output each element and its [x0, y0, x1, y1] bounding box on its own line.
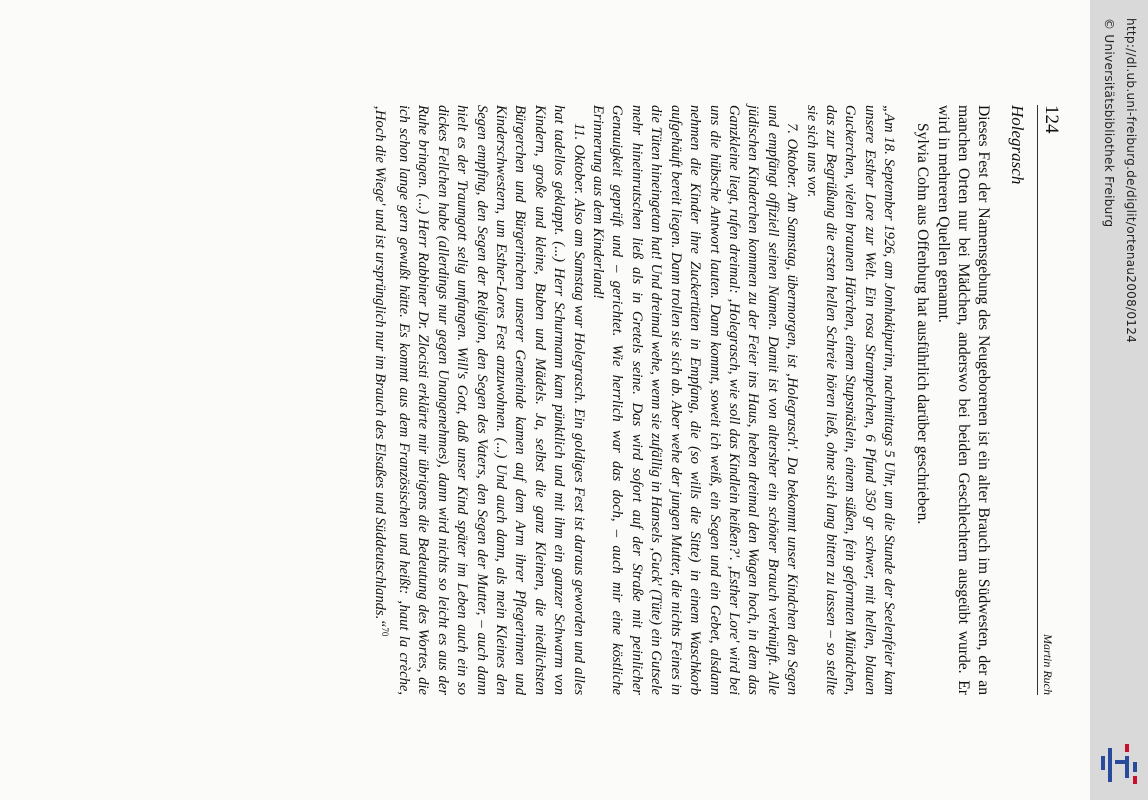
scanned-page [30, 105, 1070, 765]
ub-freiburg-logo-icon [1095, 740, 1145, 790]
quote-paragraph: 7. Oktober. Am Samstag, übermorgen, ist ‚Holegrasch'. Da bekommt unser Kindchen den Segen und empfängt offiziell seinen Namen. Damit ist von altersher ein schöner Brauch verknüpft. Alle jüdischen Kinderchen kommen zu der Feier ins Haus, heben dreimal den Wagen hoch, in dem das Ganzkleine liegt, rufen dreimal: ‚Holegrasch, wie soll das Kindlein heißen?'. ‚Esther Lore' wird bei uns die hübsche Antwort lauten. Dann kommt, soweit ich weiß, ein Segen und ein Gebet, alsdann nehmen die Kinder ihre Zuckertüten in Empfang, die (so wills die Sitte) in einem Waschkorb aufgehäuft bereit liegen. Dann trollen sie sich ab. Aber wehe der jungen Mutter, die nichts Feines in die Tüten hineingetan hat! Und dreimal wehe, wenn sie zufällig in Hansels ‚Guck' (Tüte) ein Gutsele mehr hineinrutschen ließ als in Gretels seine. Das wird sofort auf der Straße mit peinlicher Genauigkeit geprüft und – gerichtet. Wie herrlich war das doch, – auch mir eine köstliche Erinnerung aus dem Kinderland! [590, 105, 801, 695]
section-title: Holegrasch [1008, 105, 1027, 185]
copyright-notice: © Universitätsbibliothek Freiburg [1102, 18, 1116, 228]
running-author: Martin Ruch [1041, 634, 1055, 695]
intro-text [912, 105, 993, 695]
quote-block [369, 105, 898, 695]
source-url-link[interactable]: http://dl.ub.uni-freiburg.de/diglit/ortenau2008/0124 [1124, 18, 1138, 344]
quote-paragraph [369, 105, 587, 695]
quote-paragraph-text: 11. Oktober. Also am Samstag war Holegrasch. Ein goldiges Fest ist daraus geworden und alles hat tadellos geklappt. (...) Herr Schurmann kam pünktlich und mit ihm ein ganzer Schwarm von Kindern, große und kleine, Buben und Mädels. Ja, selbst die ganz Kleinen, die niedlichsten Bürgerchen und Bürgerinchen unserer Gemeinde kamen auf dem Arm ihrer Pflegerinnen und Kinderschwestern, um Esther-Lores Fest anzuwohnen. (...) Und auch dann, als mein Kleines den Segen empfing, den Segen der Religion, den Segen des Vaters, den Segen der Mutter, – auch dann hielt es der Traumgott selig umfangen. Will's Gott, daß unser Kind später im Leben auch ein so dickes Fellchen habe (allerdings nur gegen Unangenehmes), dann wird nichts so leicht es aus der Ruhe bringen. (...) Herr Rabbiner Dr. Zlocisti erklärte mir übrigens die Bedeutung des Wortes, die ich schon lange gern gewußt hätte. Es kommt aus dem Französischen und heißt: ‚haut la crèche, ‚Hoch die Wiege' und ist ursprünglich nur im Brauch des Elsaßes und Süddeutschlands.“ [371, 105, 587, 695]
library-sidebar [1090, 0, 1148, 800]
intro-paragraph: Sylvia Cohn aus Offenburg hat ausführlich darüber geschrieben. [914, 123, 932, 525]
running-header [1037, 105, 1070, 695]
quote-paragraph: „Am 18. September 1926, am Jomhakipurim, nachmittags 5 Uhr, um die Stunde der Seelenfeier kam unsere Esther Lore zur Welt. Ein rosa Strampelchen, 6 Pfund 350 gr schwer, mit hellen, blauen Guckerchen, vielen braunen Härchen, einem Stupsnäslein, einem süßen, fein geformten Mündchen, das zur Begrüßung die ersten hellen Schreie hören ließ, ohne sich lang bitten zu lassen – so stellte sie sich uns vor. [803, 105, 898, 695]
page-number: 124 [1041, 105, 1062, 134]
intro-paragraph: Dieses Fest der Namensgebung des Neugeborenen ist ein alter Brauch im Südwesten, der an manchen Orten nur bei Mädchen, anderswo bei beiden Geschlechtern ausgeübt wurde. Er wird in mehreren Quellen genannt. [934, 105, 992, 695]
footnote-ref: 70 [379, 627, 390, 637]
